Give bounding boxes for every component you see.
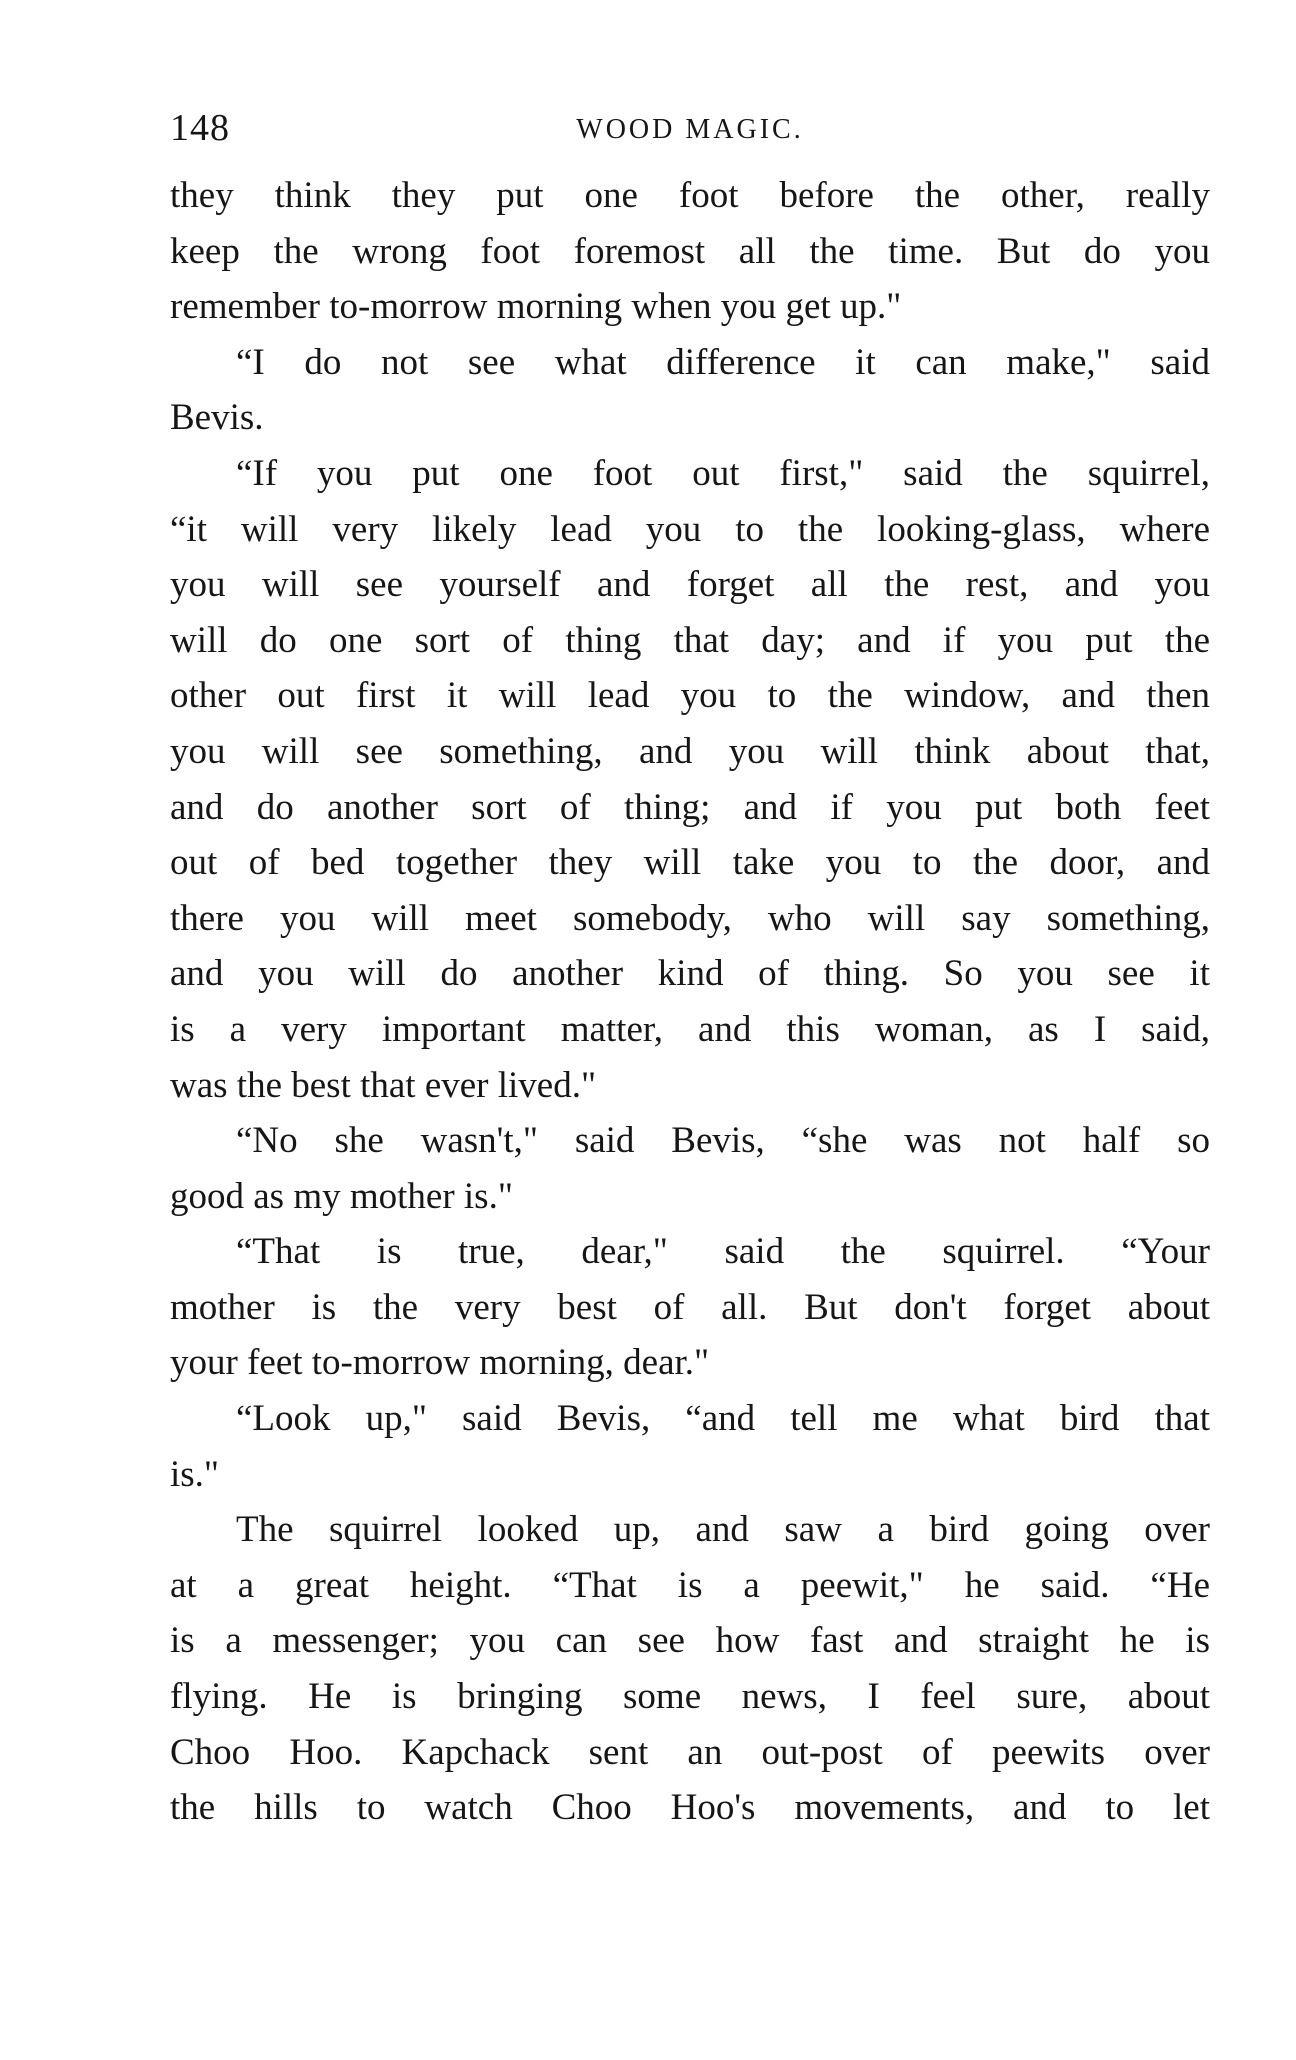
text-line: is a very important matter, and this woman, as I said, <box>170 1008 1210 1050</box>
text-line: “That is true, dear," said the squirrel. “Your <box>236 1231 1210 1273</box>
body-text <box>170 168 1210 1836</box>
text-line: the hills to watch Choo Hoo's movements, and to let <box>170 1787 1210 1829</box>
text-line: you will see something, and you will think about that, <box>170 730 1210 772</box>
text-line: “it will very likely lead you to the looking-glass, where <box>170 508 1210 550</box>
page-number: 148 <box>170 107 230 149</box>
text-line: Bevis. <box>170 397 264 439</box>
text-line: keep the wrong foot foremost all the time. But do you <box>170 230 1210 272</box>
text-line: there you will meet somebody, who will say something, <box>170 897 1210 939</box>
text-line: is a messenger; you can see how fast and straight he is <box>170 1620 1210 1662</box>
running-title: WOOD MAGIC. <box>576 114 804 145</box>
text-line: your feet to-morrow morning, dear." <box>170 1342 710 1384</box>
text-line: was the best that ever lived." <box>170 1064 597 1106</box>
text-line: good as my mother is." <box>170 1175 513 1217</box>
text-line: “No she wasn't," said Bevis, “she was not half so <box>236 1120 1210 1162</box>
book-page <box>170 104 1210 1836</box>
text-line: and do another sort of thing; and if you put both feet <box>170 786 1210 828</box>
text-line: “If you put one foot out first," said the squirrel, <box>236 452 1210 494</box>
text-line: flying. He is bringing some news, I feel sure, about <box>170 1676 1210 1718</box>
text-line: other out first it will lead you to the window, and then <box>170 675 1210 717</box>
text-line: mother is the very best of all. But don't forget about <box>170 1286 1210 1328</box>
running-head <box>170 104 1210 152</box>
text-line: you will see yourself and forget all the rest, and you <box>170 564 1210 606</box>
text-line: “Look up," said Bevis, “and tell me what bird that <box>236 1398 1210 1440</box>
text-line: will do one sort of thing that day; and if you put the <box>170 619 1210 661</box>
text-line: at a great height. “That is a peewit," he said. “He <box>170 1564 1210 1606</box>
text-line: and you will do another kind of thing. So you see it <box>170 953 1210 995</box>
text-line: out of bed together they will take you to the door, and <box>170 842 1210 884</box>
text-line: remember to-morrow morning when you get up." <box>170 286 902 328</box>
text-line: The squirrel looked up, and saw a bird going over <box>236 1509 1210 1551</box>
text-line: they think they put one foot before the other, really <box>170 175 1210 216</box>
text-line: is." <box>170 1453 220 1495</box>
text-line: “I do not see what difference it can make," said <box>236 341 1210 383</box>
text-line: Choo Hoo. Kapchack sent an out-post of peewits over <box>170 1731 1210 1773</box>
